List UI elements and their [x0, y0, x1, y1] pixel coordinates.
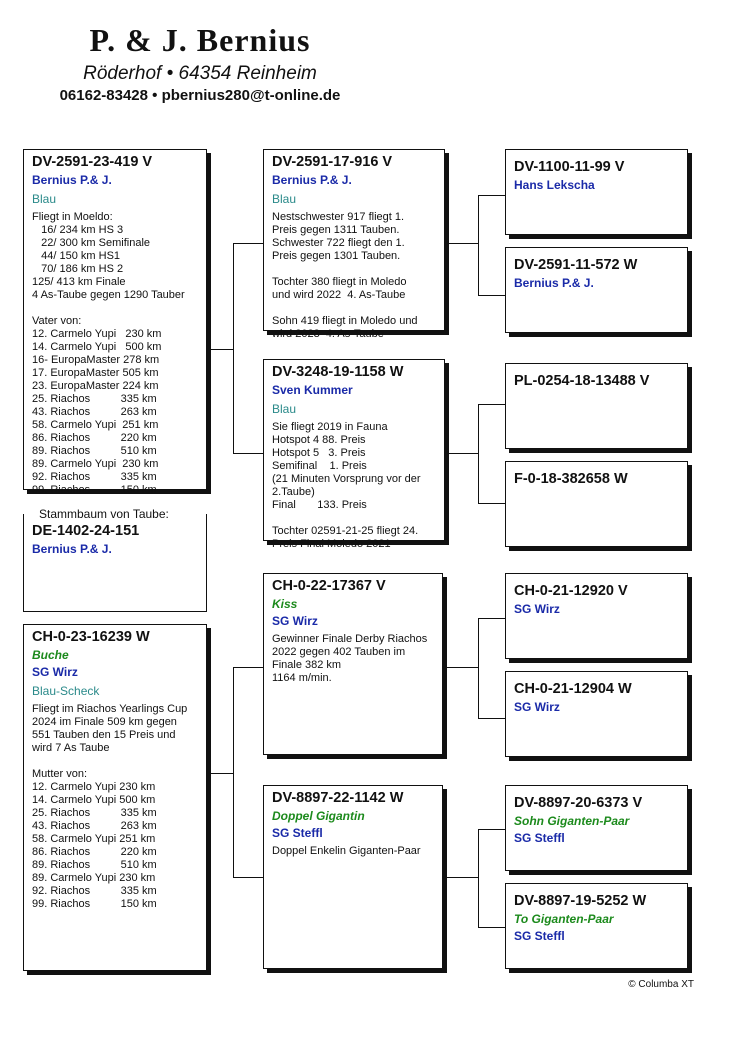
pedigree-label: Stammbaum von Taube: — [36, 507, 172, 521]
connector — [443, 667, 479, 668]
breeder-address: Röderhof • 64354 Reinheim — [83, 63, 317, 84]
dam-sire-dam-ring-number: CH-0-21-12904 W — [514, 681, 632, 697]
sire-owner: Bernius P.& J. — [32, 173, 112, 187]
sire-sire-sire-owner: Hans Lekscha — [514, 178, 595, 192]
sire-card[interactable] — [23, 149, 207, 496]
dam-dam-name: Doppel Gigantin — [272, 809, 365, 823]
breeder-contact: 06162-83428 • pbernius280@t-online.de — [59, 87, 341, 104]
dam-ring-number: CH-0-23-16239 W — [32, 629, 150, 645]
sire-notes: Fliegt in Moeldo: 16/ 234 km HS 3 22/ 300 km Semifinale 44/ 150 km HS1 70/ 186 km HS 2 125/ 413 km Finale 4 As-Taube gegen 1290 Tauber Vater von: 12. Carmelo Yupi 230 km 14. Carmelo Yupi 500 km 16- EuropaMaster 278 km 17. EuropaMaster 505 km 23. EuropaMaster 224 km 25. Riachos 335 km 43. Riachos 263 km 58. Carmelo Yupi 251 km 86. Riachos 220 km 89. Riachos 510 km 89. Carmelo Yupi 230 km 92. Riachos 335 km 99. Riachos 150 km — [32, 211, 185, 496]
connector — [207, 349, 234, 350]
connector — [233, 453, 263, 454]
subject-card[interactable] — [23, 514, 207, 612]
dam-notes: Fliegt im Riachos Yearlings Cup 2024 im Finale 509 km gegen 551 Tauben den 15 Preis und wird 7 As Taube Mutter von: 12. Carmelo Yupi 230 km 14. Carmelo Yupi 500 km 25. Riachos 335 km 43. Riachos 263 km 58. Carmelo Yupi 251 km 86. Riachos 220 km 89. Riachos 510 km 89. Carmelo Yupi 230 km 92. Riachos 335 km 99. Riachos 150 km — [32, 703, 188, 910]
sire-sire-ring-number: DV-2591-17-916 V — [272, 154, 393, 170]
connector — [478, 618, 479, 719]
connector — [233, 243, 263, 244]
dam-dam-sire-ring-number: DV-8897-20-6373 V — [514, 795, 643, 811]
dam-dam-dam-card[interactable] — [505, 883, 688, 969]
connector — [478, 195, 479, 296]
dam-color: Blau-Scheck — [32, 684, 100, 698]
connector — [443, 877, 479, 878]
sire-color: Blau — [32, 192, 57, 206]
dam-sire-card[interactable] — [263, 573, 443, 755]
sire-dam-dam-ring-number: F-0-18-382658 W — [514, 471, 628, 487]
dam-name: Buche — [32, 648, 69, 662]
dam-sire-dam-card[interactable] — [505, 671, 688, 757]
sire-dam-notes: Sie fliegt 2019 in Fauna Hotspot 4 88. Preis Hotspot 5 3. Preis Semifinal 1. Preis (21 Minuten Vorsprung vor der 2.Taube) Final 133. Preis Tochter 02591-21-25 fliegt 24. Preis Final Moledo 2021 — [272, 421, 421, 550]
sire-dam-card[interactable] — [263, 359, 445, 550]
connector — [478, 404, 505, 405]
dam-sire-sire-card[interactable] — [505, 573, 688, 659]
sire-sire-notes: Nestschwester 917 fliegt 1. Preis gegen 1311 Tauben. Schwester 722 fliegt den 1. Preis gegen 1301 Tauben. Tochter 380 fliegt in Moledo und wird 2022 4. As-Taube Sohn 419 fliegt in Moledo und wird 2023 4. As-Taube — [272, 211, 418, 340]
sire-sire-color: Blau — [272, 192, 297, 206]
dam-dam-sire-card[interactable] — [505, 785, 688, 871]
sire-dam-owner: Sven Kummer — [272, 383, 353, 397]
connector — [478, 618, 505, 619]
subject-ring-number: DE-1402-24-151 — [32, 523, 140, 539]
sire-dam-color: Blau — [272, 402, 297, 416]
sire-sire-dam-ring-number: DV-2591-11-572 W — [514, 257, 638, 273]
dam-dam-ring-number: DV-8897-22-1142 W — [272, 790, 404, 806]
dam-sire-owner: SG Wirz — [272, 614, 318, 628]
dam-dam-sire-name: Sohn Giganten-Paar — [514, 814, 630, 828]
dam-dam-dam-owner: SG Steffl — [514, 929, 565, 943]
dam-sire-dam-owner: SG Wirz — [514, 700, 560, 714]
connector — [478, 295, 505, 296]
dam-dam-sire-owner: SG Steffl — [514, 831, 565, 845]
subject-owner: Bernius P.& J. — [32, 542, 112, 556]
connector — [233, 877, 263, 878]
sire-sire-sire-card[interactable] — [505, 149, 688, 235]
sire-dam-sire-ring-number: PL-0254-18-13488 V — [514, 373, 650, 389]
connector — [233, 667, 234, 878]
dam-sire-sire-ring-number: CH-0-21-12920 V — [514, 583, 628, 599]
connector — [207, 773, 234, 774]
breeder-name: P. & J. Bernius — [89, 22, 311, 58]
sire-sire-owner: Bernius P.& J. — [272, 173, 352, 187]
sire-dam-dam-card[interactable] — [505, 461, 688, 547]
dam-dam-owner: SG Steffl — [272, 826, 323, 840]
dam-dam-dam-ring-number: DV-8897-19-5252 W — [514, 893, 647, 909]
dam-sire-name: Kiss — [272, 597, 298, 611]
dam-dam-card[interactable] — [263, 785, 443, 969]
sire-dam-sire-card[interactable] — [505, 363, 688, 449]
sire-dam-ring-number: DV-3248-19-1158 W — [272, 364, 404, 380]
sire-sire-dam-owner: Bernius P.& J. — [514, 276, 594, 290]
sire-sire-card[interactable] — [263, 149, 445, 340]
connector — [445, 453, 479, 454]
copyright-footer: © Columba XT — [628, 979, 694, 990]
dam-sire-notes: Gewinner Finale Derby Riachos 2022 gegen 402 Tauben im Finale 382 km 1164 m/min. — [272, 633, 428, 684]
dam-owner: SG Wirz — [32, 665, 78, 679]
connector — [478, 718, 505, 719]
connector — [478, 829, 505, 830]
connector — [233, 667, 263, 668]
dam-card[interactable] — [23, 624, 207, 971]
connector — [478, 829, 479, 928]
dam-sire-ring-number: CH-0-22-17367 V — [272, 578, 386, 594]
connector — [478, 503, 505, 504]
dam-dam-dam-name: To Giganten-Paar — [514, 912, 614, 926]
connector — [478, 404, 479, 504]
connector — [478, 195, 505, 196]
connector — [233, 243, 234, 454]
sire-sire-sire-ring-number: DV-1100-11-99 V — [514, 159, 625, 175]
sire-sire-dam-card[interactable] — [505, 247, 688, 333]
sire-ring-number: DV-2591-23-419 V — [32, 154, 153, 170]
connector — [478, 927, 505, 928]
dam-dam-notes: Doppel Enkelin Giganten-Paar — [272, 845, 421, 857]
dam-sire-sire-owner: SG Wirz — [514, 602, 560, 616]
connector — [445, 243, 479, 244]
